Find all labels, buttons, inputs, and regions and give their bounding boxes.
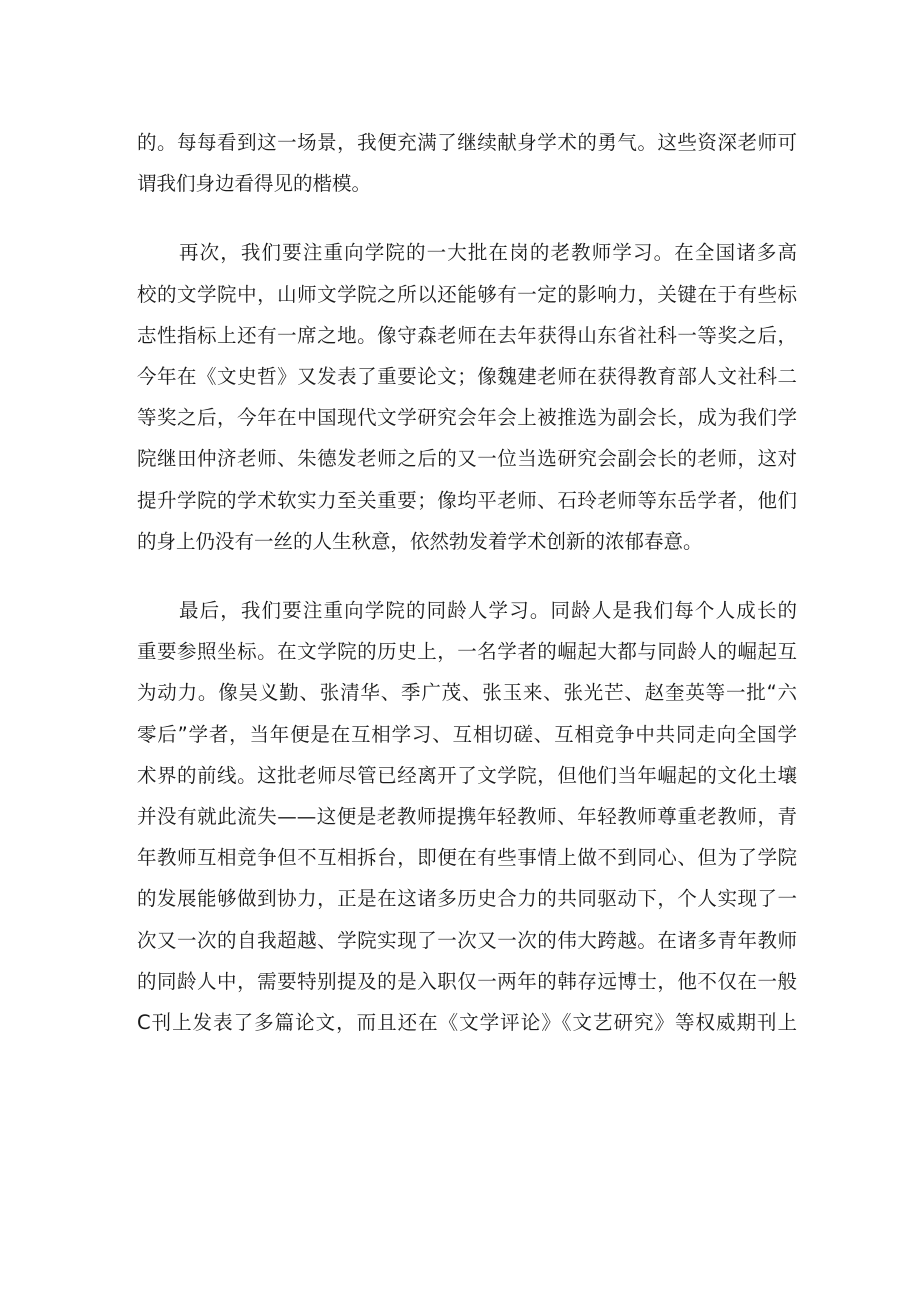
paragraph-first-line: 再次，我们要注重向学院的一大批在岗的老教师学习。在全国诸多高	[179, 241, 797, 265]
text-line: 零后”学者，当年便是在互相学习、互相切磋、互相竞争中共同走向全国学	[137, 722, 797, 746]
text-line: 院继田仲济老师、朱德发老师之后的又一位当选研究会副会长的老师，这对	[137, 447, 797, 471]
text-line: 重要参照坐标。在文学院的历史上，一名学者的崛起大都与同龄人的崛起互	[137, 640, 797, 664]
text-line: 年教师互相竞争但不互相拆台，即便在有些事情上做不到同心、但为了学院	[137, 846, 797, 870]
text-line: 等奖之后，今年在中国现代文学研究会年会上被推选为副会长，成为我们学	[137, 406, 797, 430]
document-body	[137, 122, 797, 1043]
text-line: 术界的前线。这批老师尽管已经离开了文学院，但他们当年崛起的文化土壤	[137, 763, 797, 787]
text-line: 志性指标上还有一席之地。像守森老师在去年获得山东省社科一等奖之后，	[137, 323, 797, 347]
text-line: 并没有就此流失——这便是老教师提携年轻教师、年轻教师尊重老教师，青	[137, 805, 797, 829]
text-line: 提升学院的学术软实力至关重要；像均平老师、石玲老师等东岳学者，他们	[137, 488, 797, 512]
text-line: 次又一次的自我超越、学院实现了一次又一次的伟大跨越。在诸多青年教师	[137, 928, 797, 952]
text-line: 的。每每看到这一场景，我便充满了继续献身学术的勇气。这些资深老师可	[137, 131, 797, 154]
text-line: 的同龄人中，需要特别提及的是入职仅一两年的韩存远博士，他不仅在一般	[137, 969, 797, 993]
text-line: 的身上仍没有一丝的人生秋意，依然勃发着学术创新的浓郁春意。	[137, 529, 703, 553]
paragraph-first-line: 最后，我们要注重向学院的同龄人学习。同龄人是我们每个人成长的	[179, 599, 797, 623]
text-line: 校的文学院中，山师文学院之所以还能够有一定的影响力，关键在于有些标	[137, 282, 797, 306]
text-line: 的发展能够做到协力，正是在这诸多历史合力的共同驱动下，个人实现了一	[137, 887, 797, 911]
text-line: 谓我们身边看得见的楷模。	[137, 172, 372, 196]
text-line: C刊上发表了多篇论文，而且还在《文学评论》《文艺研究》等权威期刊上	[137, 1011, 797, 1035]
text-line: 今年在《文史哲》又发表了重要论文；像魏建老师在获得教育部人文社科二	[137, 365, 797, 389]
text-line: 为动力。像吴义勤、张清华、季广茂、张玉来、张光芒、赵奎英等一批“六	[137, 681, 797, 705]
